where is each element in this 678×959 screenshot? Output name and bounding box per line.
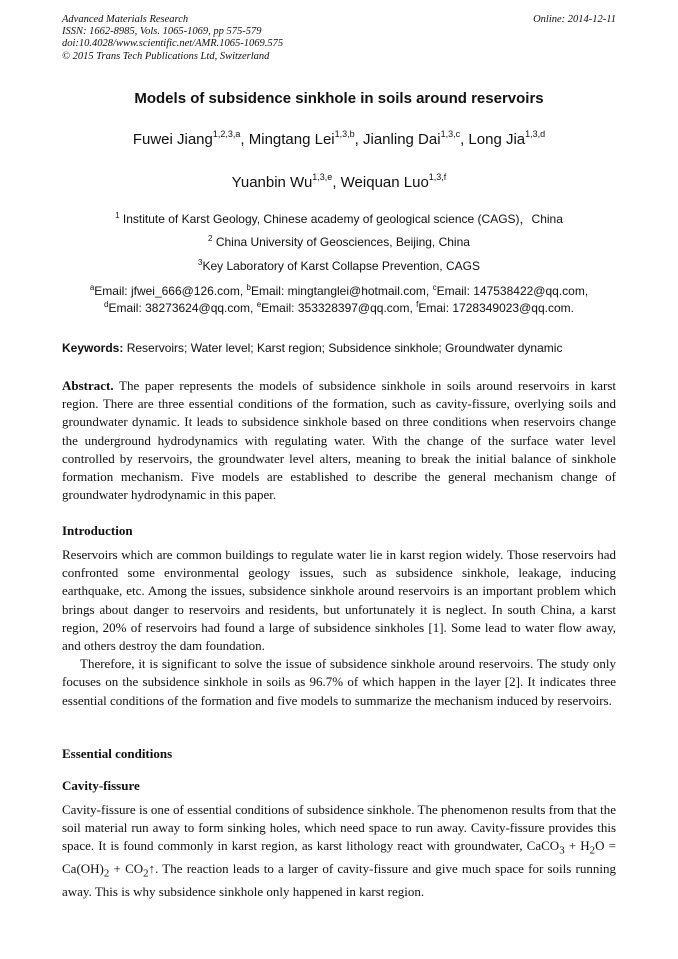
keywords-text: Reservoirs; Water level; Karst region; Subsidence sinkhole; Groundwater dynamic bbox=[123, 341, 563, 355]
email-address[interactable]: Email: 147538422@qq.com, bbox=[436, 284, 589, 298]
copyright: © 2015 Trans Tech Publications Ltd, Switzerland bbox=[62, 50, 270, 62]
email-address[interactable]: Emai: 1728349023@qq.com. bbox=[418, 301, 574, 315]
abstract-text: The paper represents the models of subsidence sinkhole in soils around reservoirs in karst region. There are three essential conditions of the formation, such as cavity-fissure, overlying soils and groundwater dynamic. It leads to subsidence sinkhole based on three conditions when reservoirs change the underground hydrodynamics with regulating water. With the change of the surface water level controlled by reservoirs, the groundwater level alters, meaning to break the initial balance of sinkhole formation mechanism. Five models are established to describe the general mechanism change of groundwater hydrodynamic in this paper. bbox=[62, 378, 616, 503]
author-line-2 bbox=[40, 174, 638, 191]
author-affiliation-mark: 1,3,d bbox=[525, 129, 546, 139]
author-affiliation-mark: 1,3,f bbox=[428, 172, 447, 182]
journal-header bbox=[62, 14, 616, 63]
author-affiliation-mark: 1,3,c bbox=[440, 129, 461, 139]
abstract bbox=[62, 377, 616, 504]
author-affiliation-mark: 1,3,e bbox=[312, 172, 333, 182]
author-name: , Weiquan Luo bbox=[332, 174, 429, 191]
journal-name: Advanced Materials Research bbox=[62, 14, 189, 25]
issn: ISSN: 1662-8985, Vols. 1065-1069, pp 575-579 bbox=[62, 26, 262, 38]
email-address[interactable]: Email: 353328397@qq.com, bbox=[261, 301, 417, 315]
paragraph: Cavity-fissure is one of essential conditions of subsidence sinkhole. The phenomenon results from that the soil material run away to form sinking holes, which need space to run away. Cavity-fissure provides this space. It is found commonly in karst region, as karst lithology react with groundwater, CaCO$_3$ + $H_2O = Ca(OH)_2$ + $CO_2↑$. The reaction leads to a larger of cavity-fissure and give much space for soils running away. This is why subsidence sinkhole only happened in karst region. bbox=[62, 802, 616, 899]
abstract-label: Abstract. bbox=[62, 378, 114, 393]
paragraph: Reservoirs which are common buildings to regulate water lie in karst region widely. Those reservoirs had confronted some environmental geology issues, such as subsidence sinkhole, leakage, inducing earthquake, etc. Among the issues, subsidence sinkhole around reservoirs is an important problem which brings about danger to reservoirs and residents, but unfortunately it is neglect. In south China, a karst region, 20% of reservoirs had found a large of subsidence sinkholes [1]. Some lead to water flow away, and others destroy the dam foundation. bbox=[62, 547, 616, 654]
essential-conditions-heading: Essential conditions bbox=[62, 746, 173, 761]
author-name: Fuwei Jiang bbox=[132, 131, 213, 148]
affiliation-2: $^2$ China University of Geosciences, Beijing, China bbox=[208, 234, 470, 249]
author-name: , Jianling Dai bbox=[354, 131, 441, 148]
cavity-fissure-body bbox=[62, 801, 616, 901]
author-name: , Mingtang Lei bbox=[240, 131, 335, 148]
paper-title: Models of subsidence sinkhole in soils around reservoirs bbox=[134, 90, 544, 107]
paragraph: Therefore, it is significant to solve the issue of subsidence sinkhole around reservoirs. The study only focuses on the subsidence sinkhole in soils as 96.7% of which happen in the layer [2]. It indicates three essential conditions of the formation and five models to summarize the mechanism induced by reservoirs. bbox=[62, 656, 616, 708]
email-address[interactable]: Email: jfwei_666@126.com, bbox=[94, 284, 247, 298]
cavity-fissure-heading: Cavity-fissure bbox=[62, 778, 140, 793]
affiliation-1: $^1$ Institute of Karst Geology, Chinese academy of geological science (CAGS)，China bbox=[115, 211, 563, 226]
online-date: Online: 2014-12-11 bbox=[533, 14, 616, 25]
keywords-label: Keywords: bbox=[62, 341, 124, 355]
affiliation-3: $^3$Key Laboratory of Karst Collapse Prevention, CAGS bbox=[198, 258, 480, 273]
author-affiliation-mark: 1,2,3,a bbox=[212, 129, 241, 139]
email-line-2: $^d$Email: 38273624@qq.com, $^e$Email: 353328397@qq.com, $^f$Emai: 1728349023@qq.com. bbox=[104, 300, 574, 315]
email-address[interactable]: Email: 38273624@qq.com, bbox=[108, 301, 257, 315]
doi: doi:10.4028/www.scientific.net/AMR.1065-1069.575 bbox=[62, 38, 284, 50]
introduction-heading: Introduction bbox=[62, 523, 133, 538]
introduction-body bbox=[62, 546, 616, 710]
author-name: Yuanbin Wu bbox=[231, 174, 313, 191]
email-address[interactable]: Email: mingtanglei@hotmail.com, bbox=[250, 284, 433, 298]
email-line-1: $^a$Email: jfwei_666@126.com, $^b$Email: mingtanglei@hotmail.com, $^c$Email: 147538422@qq.com, bbox=[89, 283, 589, 298]
author-name: , Long Jia bbox=[460, 131, 526, 148]
author-line-1 bbox=[40, 131, 638, 148]
author-affiliation-mark: 1,3,b bbox=[334, 129, 355, 139]
keywords bbox=[62, 341, 616, 355]
